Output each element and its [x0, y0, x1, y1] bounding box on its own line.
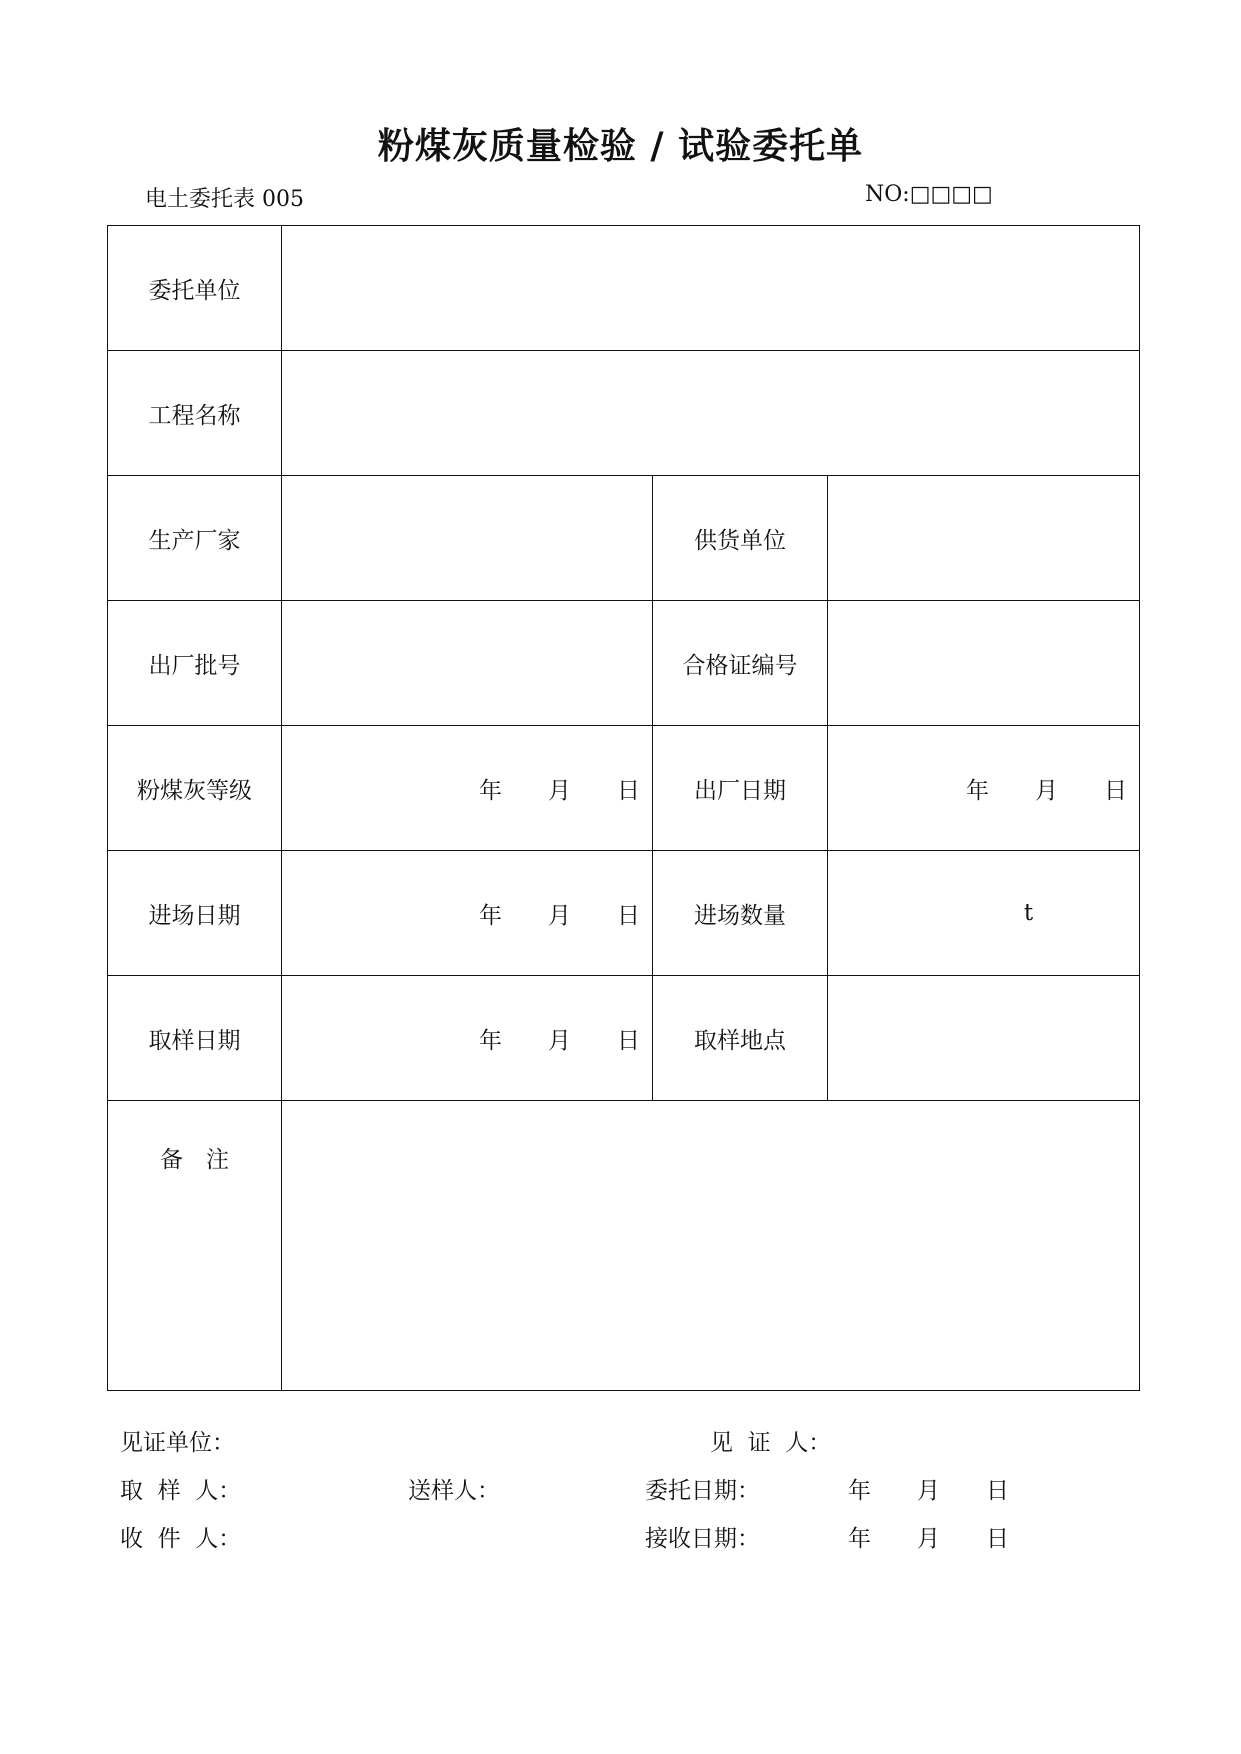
- label-arrival-qty: 进场数量: [653, 851, 828, 976]
- footer-entrust-date-fill[interactable]: 年 月 日: [848, 1478, 1009, 1504]
- label-grade: 粉煤灰等级: [108, 726, 282, 851]
- serial-number: NO:□□□□: [865, 182, 993, 207]
- field-supplier[interactable]: [828, 476, 1140, 601]
- entrust-form-table: [107, 225, 1140, 1391]
- label-sample-date: 取样日期: [108, 976, 282, 1101]
- footer-receive-date-fill[interactable]: 年 月 日: [848, 1526, 1009, 1552]
- label-batch-no: 出厂批号: [108, 601, 282, 726]
- footer-entrust-date: 委托日期：: [645, 1478, 760, 1504]
- field-sample-place[interactable]: [828, 976, 1140, 1101]
- footer-sampler: 取 样 人：: [120, 1478, 242, 1504]
- field-entrust-unit[interactable]: [282, 226, 1140, 351]
- label-arrival-date: 进场日期: [108, 851, 282, 976]
- field-factory-date[interactable]: 年 月 日: [828, 726, 1140, 851]
- footer-witness-unit: 见证单位：: [120, 1430, 235, 1456]
- field-sample-date[interactable]: 年 月 日: [282, 976, 653, 1101]
- field-manufacturer[interactable]: [282, 476, 653, 601]
- label-remarks: 备 注: [108, 1101, 282, 1391]
- label-entrust-unit: 委托单位: [108, 226, 282, 351]
- form-title: 粉煤灰质量检验 / 试验委托单: [377, 125, 864, 167]
- label-certificate-no: 合格证编号: [653, 601, 828, 726]
- field-arrival-date[interactable]: 年 月 日: [282, 851, 653, 976]
- field-arrival-qty[interactable]: t: [828, 851, 1140, 976]
- label-project-name: 工程名称: [108, 351, 282, 476]
- footer-receive-date: 接收日期：: [645, 1526, 760, 1552]
- footer-witness-person: 见 证 人：: [710, 1430, 832, 1456]
- field-remarks[interactable]: [282, 1101, 1140, 1391]
- label-manufacturer: 生产厂家: [108, 476, 282, 601]
- label-supplier: 供货单位: [653, 476, 828, 601]
- form-code: 电土委托表 005: [145, 187, 304, 212]
- field-certificate-no[interactable]: [828, 601, 1140, 726]
- field-batch-no[interactable]: [282, 601, 653, 726]
- footer-sender: 送样人：: [408, 1478, 500, 1504]
- footer-receiver: 收 件 人：: [120, 1526, 242, 1552]
- field-project-name[interactable]: [282, 351, 1140, 476]
- label-sample-place: 取样地点: [653, 976, 828, 1101]
- label-factory-date: 出厂日期: [653, 726, 828, 851]
- field-grade-date[interactable]: 年 月 日: [282, 726, 653, 851]
